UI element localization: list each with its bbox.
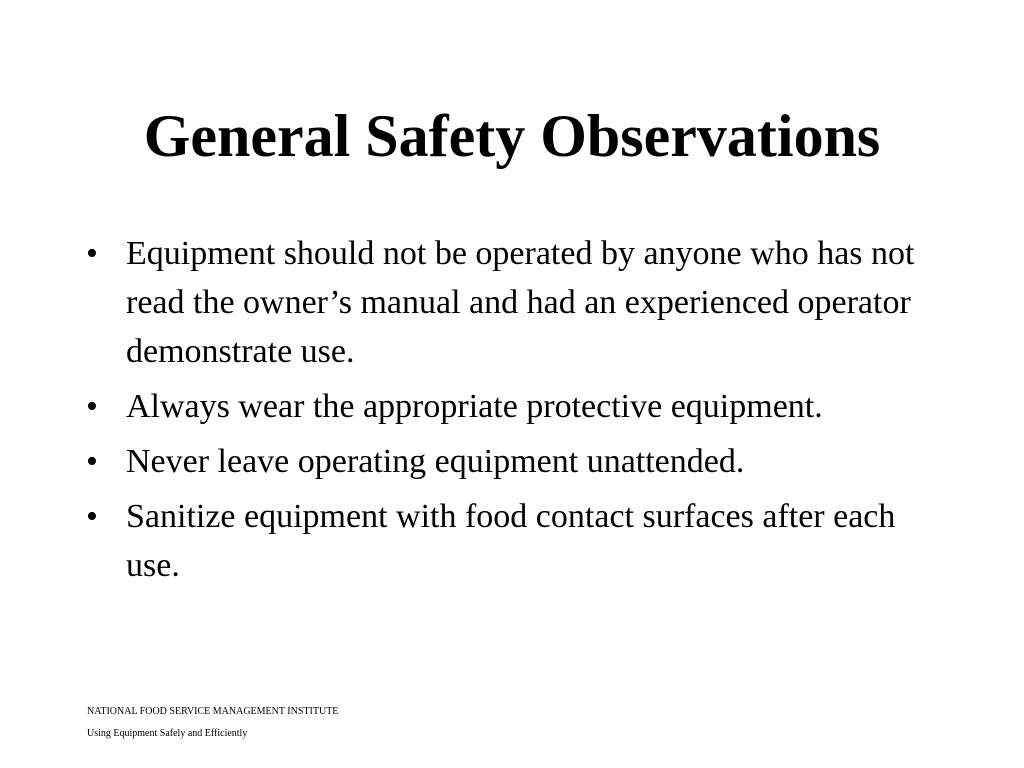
bullet-icon: • (86, 235, 98, 272)
bullet-item (86, 229, 946, 376)
bullet-text: Sanitize equipment with food contact surfaces after each use. (126, 498, 896, 584)
bullet-list (86, 229, 946, 596)
bullet-item (86, 382, 946, 431)
bullet-item (86, 437, 946, 486)
footer-organization: NATIONAL FOOD SERVICE MANAGEMENT INSTITUTE (87, 706, 339, 717)
slide-title: General Safety Observations (143, 103, 881, 169)
bullet-text: Always wear the appropriate protective equipment. (126, 388, 823, 425)
bullet-icon: • (86, 388, 98, 425)
bullet-item (86, 492, 946, 590)
bullet-icon: • (86, 443, 98, 480)
bullet-text: Never leave operating equipment unattended. (126, 443, 745, 480)
bullet-text: Equipment should not be operated by anyone who has not read the owner’s manual and had an experienced operator demonstrate use. (126, 235, 915, 370)
footer-subtitle: Using Equipment Safely and Efficiently (87, 728, 248, 739)
bullet-icon: • (86, 498, 98, 535)
